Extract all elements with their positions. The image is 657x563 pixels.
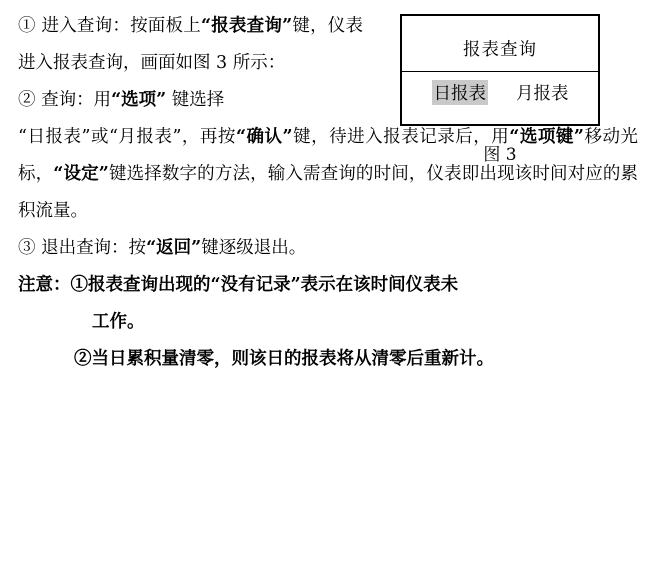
figure-panel-title: 报表查询: [463, 39, 537, 60]
paragraph-3: [18, 119, 638, 230]
document-body: [18, 8, 638, 378]
paragraph-3-seg-5: 移动光标，: [18, 127, 639, 184]
paragraph-1: [18, 8, 363, 82]
paragraph-3-seg-1: “日报表”或“月报表”，再按: [18, 127, 236, 147]
paragraph-2-seg-1: ② 查询：用: [18, 90, 112, 110]
paragraph-3-seg-3: 键，待进入报表记录后，用: [292, 127, 510, 147]
figure-option-monthly[interactable]: 月报表: [516, 83, 569, 104]
paragraph-3-seg-4: “选项键”: [509, 127, 584, 147]
paragraph-3-seg-7: 键选择数字的方法，输入需查询的时间，仪表即出现该时间对应的累积流量。: [18, 164, 639, 221]
paragraph-2-seg-2: “选项”: [111, 90, 167, 110]
paragraph-1-seg-3: 键，仪表进入报表查询，画面如图 3 所示：: [18, 16, 364, 73]
note-line-1: 注意：①报表查询出现的“没有记录”表示在该时间仪表未: [18, 275, 459, 295]
note-line-2: 工作。: [92, 312, 145, 332]
figure-caption: 图 3: [483, 145, 517, 165]
paragraph-3-seg-2: “确认”: [235, 127, 293, 147]
paragraph-1-seg-1: ① 进入查询：按面板上: [18, 16, 201, 36]
paragraph-2: [18, 82, 363, 119]
note-line-3: ②当日累积量清零，则该日的报表将从清零后重新计。: [74, 349, 494, 369]
paragraph-4-seg-1: ③ 退出查询：按: [18, 238, 147, 258]
paragraph-1-seg-2: “报表查询”: [200, 16, 293, 36]
paragraph-4: [18, 230, 638, 267]
paragraph-3-seg-6: “设定”: [53, 164, 109, 184]
paragraph-4-seg-3: 键逐级退出。: [201, 238, 307, 258]
figure-option-daily[interactable]: 日报表: [432, 80, 489, 105]
paragraph-2-seg-3: 键选择: [166, 90, 225, 110]
paragraph-4-seg-2: “返回”: [146, 238, 202, 258]
